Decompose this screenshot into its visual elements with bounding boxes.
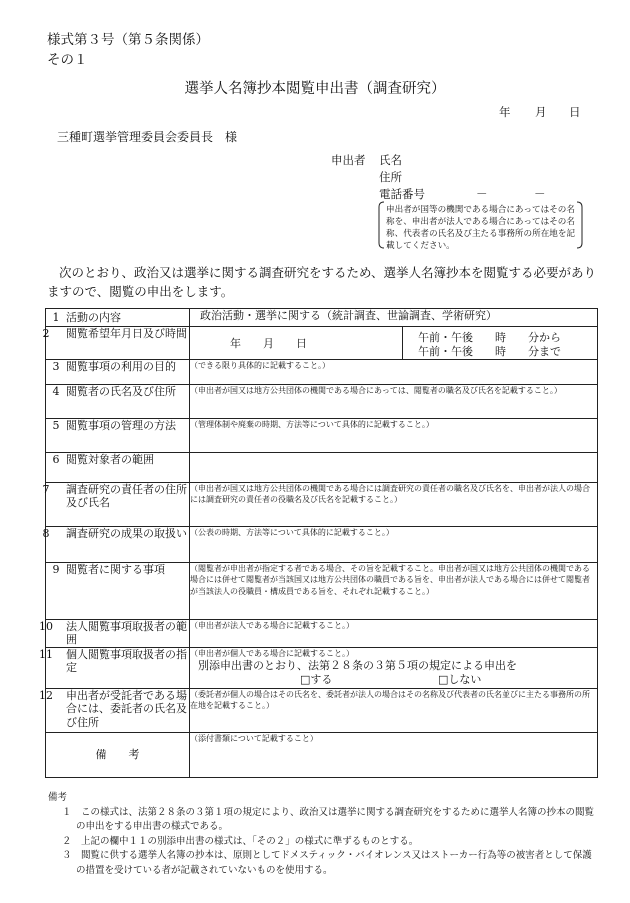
row-label: 活動の内容 — [66, 311, 121, 324]
applicant-heading: 申出者 — [331, 153, 366, 167]
purpose-cell[interactable] — [190, 359, 598, 384]
row-label: 調査研究の責任者の住所及び氏名 — [66, 482, 187, 509]
row-hint: （添付書類について記載すること） — [190, 733, 318, 743]
row-number: 10 — [39, 619, 53, 633]
table-row — [46, 326, 598, 359]
row-hint: （申出者が個人である場合に記載すること。） — [190, 648, 354, 658]
row-number: 3 — [52, 359, 60, 373]
row-hint: （委託者が個人の場合はその氏名を、委託者が法人の場合はその名称及び代表者の氏名並びに主たる事務所の所在地を記載すること。） — [190, 689, 590, 710]
row-number: 12 — [39, 688, 53, 702]
table-row — [46, 647, 598, 688]
row-label: 閲覧者の氏名及び住所 — [66, 384, 176, 398]
row-label: 閲覧希望年月日及び時間 — [66, 326, 187, 340]
date-time-cell[interactable] — [190, 326, 598, 359]
row-number: 5 — [52, 418, 60, 432]
row-label: 閲覧事項の管理の方法 — [66, 418, 176, 432]
footnote-number: １ — [62, 806, 72, 818]
row-number: 9 — [52, 562, 60, 576]
phone-dash: － — [534, 187, 546, 201]
applicant-name-label: 氏名 — [379, 153, 402, 167]
row-label: 閲覧事項の利用の目的 — [66, 359, 176, 373]
row-label: 申出者が受託者である場合には、委託者の氏名及び住所 — [66, 688, 187, 729]
date-day: 日 — [569, 105, 581, 119]
table-row — [46, 688, 598, 732]
footnotes — [48, 791, 596, 878]
footnote-text: 閲覧に供する選挙人名簿の抄本は、原則としてドメスティック・バイオレンス又はストーカー行為等の被害者として保護の措置を受けている者が記載されていないものを使用する。 — [76, 850, 592, 876]
row-hint: （閲覧者が申出者が指定する者である場合、その旨を記載すること。申出者が国又は地方公共団体の機関である場合には併せて閲覧者が当該国又は地方公共団体の職員である旨を、申出者が法人である場合には併せて閲覧者が当該法人の役職員・構成員である旨を、それぞれ記載すること。） — [190, 563, 590, 596]
footnote-number: ３ — [62, 850, 72, 861]
management-cell[interactable] — [190, 418, 598, 452]
date-month: 月 — [535, 105, 547, 119]
footnote-text: この様式は、法第２８条の３第１項の規定により、政治又は選挙に関する調査研究をするために選挙人名簿の抄本の閲覧の申出をする申出書の様式である。 — [76, 806, 595, 832]
time-to[interactable]: 午前・午後 時 分まで — [418, 344, 561, 358]
form-number: 様式第３号（第５条関係） — [47, 32, 209, 48]
table-row — [46, 418, 598, 452]
footnote-text: 上記の欄中１１の別添申出書の様式は、「その２」の様式に準ずるものとする。 — [81, 835, 419, 847]
results-handling-cell[interactable] — [190, 526, 598, 562]
research-lead-cell[interactable] — [190, 482, 598, 526]
row-hint: （申出者が国又は地方公共団体の機関である場合には調査研究の責任者の職名及び氏名を、申出者が法人の場合には調査研究の責任者の役職名及び氏名を記載すること。） — [190, 483, 590, 504]
row-label: 調査研究の成果の取扱い — [66, 526, 187, 540]
row-number: 11 — [39, 647, 53, 661]
row-label: 閲覧対象者の範囲 — [66, 452, 154, 466]
remarks-cell[interactable] — [190, 732, 598, 777]
row-label: 法人閲覧事項取扱者の範囲 — [66, 619, 187, 646]
table-row — [46, 526, 598, 562]
footnote-number: ２ — [62, 835, 72, 847]
row-hint: （公表の時期、方法等について具体的に記載すること。） — [190, 527, 394, 537]
intro-text: 次のとおり、政治又は選挙に関する調査研究をするため、選挙人名簿抄本を閲覧する必要がありますので、閲覧の申出をします。 — [47, 265, 597, 299]
row-number: 4 — [52, 384, 60, 398]
designation-statement: 別添申出書のとおり、法第２８条の３第５項の規定による申出を — [198, 659, 517, 672]
applicant-address-label: 住所 — [379, 170, 402, 184]
consignor-cell[interactable] — [190, 688, 598, 732]
page-title: 選挙人名簿抄本閲覧申出書（調査研究） — [184, 81, 446, 97]
footnote-item — [56, 835, 596, 850]
viewer-info-cell[interactable] — [190, 562, 598, 619]
row-hint: （申出者が法人である場合に記載すること。） — [190, 620, 354, 630]
table-row — [46, 482, 598, 526]
addressee: 三種町選挙管理委員会委員長 様 — [57, 130, 238, 144]
target-range-cell[interactable] — [190, 452, 598, 482]
table-row — [46, 309, 598, 327]
table-row — [46, 619, 598, 647]
table-row — [46, 452, 598, 482]
date-year: 年 — [499, 105, 511, 119]
row-number: 1 — [52, 311, 60, 324]
option-yes-checkbox[interactable]: □する — [300, 673, 333, 686]
time-from[interactable]: 午前・午後 時 分から — [418, 330, 561, 344]
footnote-item — [56, 849, 596, 878]
activity-content: 政治活動・選挙に関する（統計調査、世論調査、学術研究） — [200, 309, 497, 322]
option-no-checkbox[interactable]: □しない — [438, 673, 482, 686]
row-hint: （管理体制や廃棄の時期、方法等について具体的に記載すること。） — [190, 419, 434, 429]
table-row — [46, 732, 598, 777]
table-row — [46, 562, 598, 619]
corporate-handler-cell[interactable] — [190, 619, 598, 647]
request-table — [39, 308, 598, 778]
footnotes-heading: 備考 — [48, 792, 68, 803]
row-label: 閲覧者に関する事項 — [66, 562, 165, 576]
row-label: 備 考 — [95, 747, 140, 761]
row-label: 個人閲覧事項取扱者の指定 — [66, 647, 187, 674]
row-hint: （申出者が国又は地方公共団体の機関である場合にあっては、閲覧者の職名及び氏名を記載すること。） — [190, 385, 562, 395]
applicant-phone-label: 電話番号 — [379, 187, 425, 201]
activity-value-cell[interactable] — [190, 309, 598, 327]
applicant-note: 申出者が国等の機関である場合にあってはその名称を、申出者が法人である場合にあってはその名称、代表者の氏名及び主たる事務所の所在地を記載してください。 — [386, 205, 576, 251]
row-number: 6 — [52, 452, 60, 466]
row-number: 8 — [42, 526, 50, 540]
viewing-date[interactable]: 年 月 日 — [230, 336, 307, 350]
viewer-name-cell[interactable] — [190, 384, 598, 418]
table-row — [46, 384, 598, 418]
footnote-item — [56, 806, 596, 835]
row-number: 7 — [42, 482, 50, 496]
individual-handler-cell — [190, 647, 598, 688]
form-part: その１ — [47, 52, 88, 68]
applicant-note-box — [378, 200, 583, 250]
table-row — [46, 359, 598, 384]
phone-dash: － — [476, 187, 488, 201]
row-hint: （できる限り具体的に記載すること。） — [190, 360, 330, 370]
row-number: 2 — [42, 326, 50, 340]
